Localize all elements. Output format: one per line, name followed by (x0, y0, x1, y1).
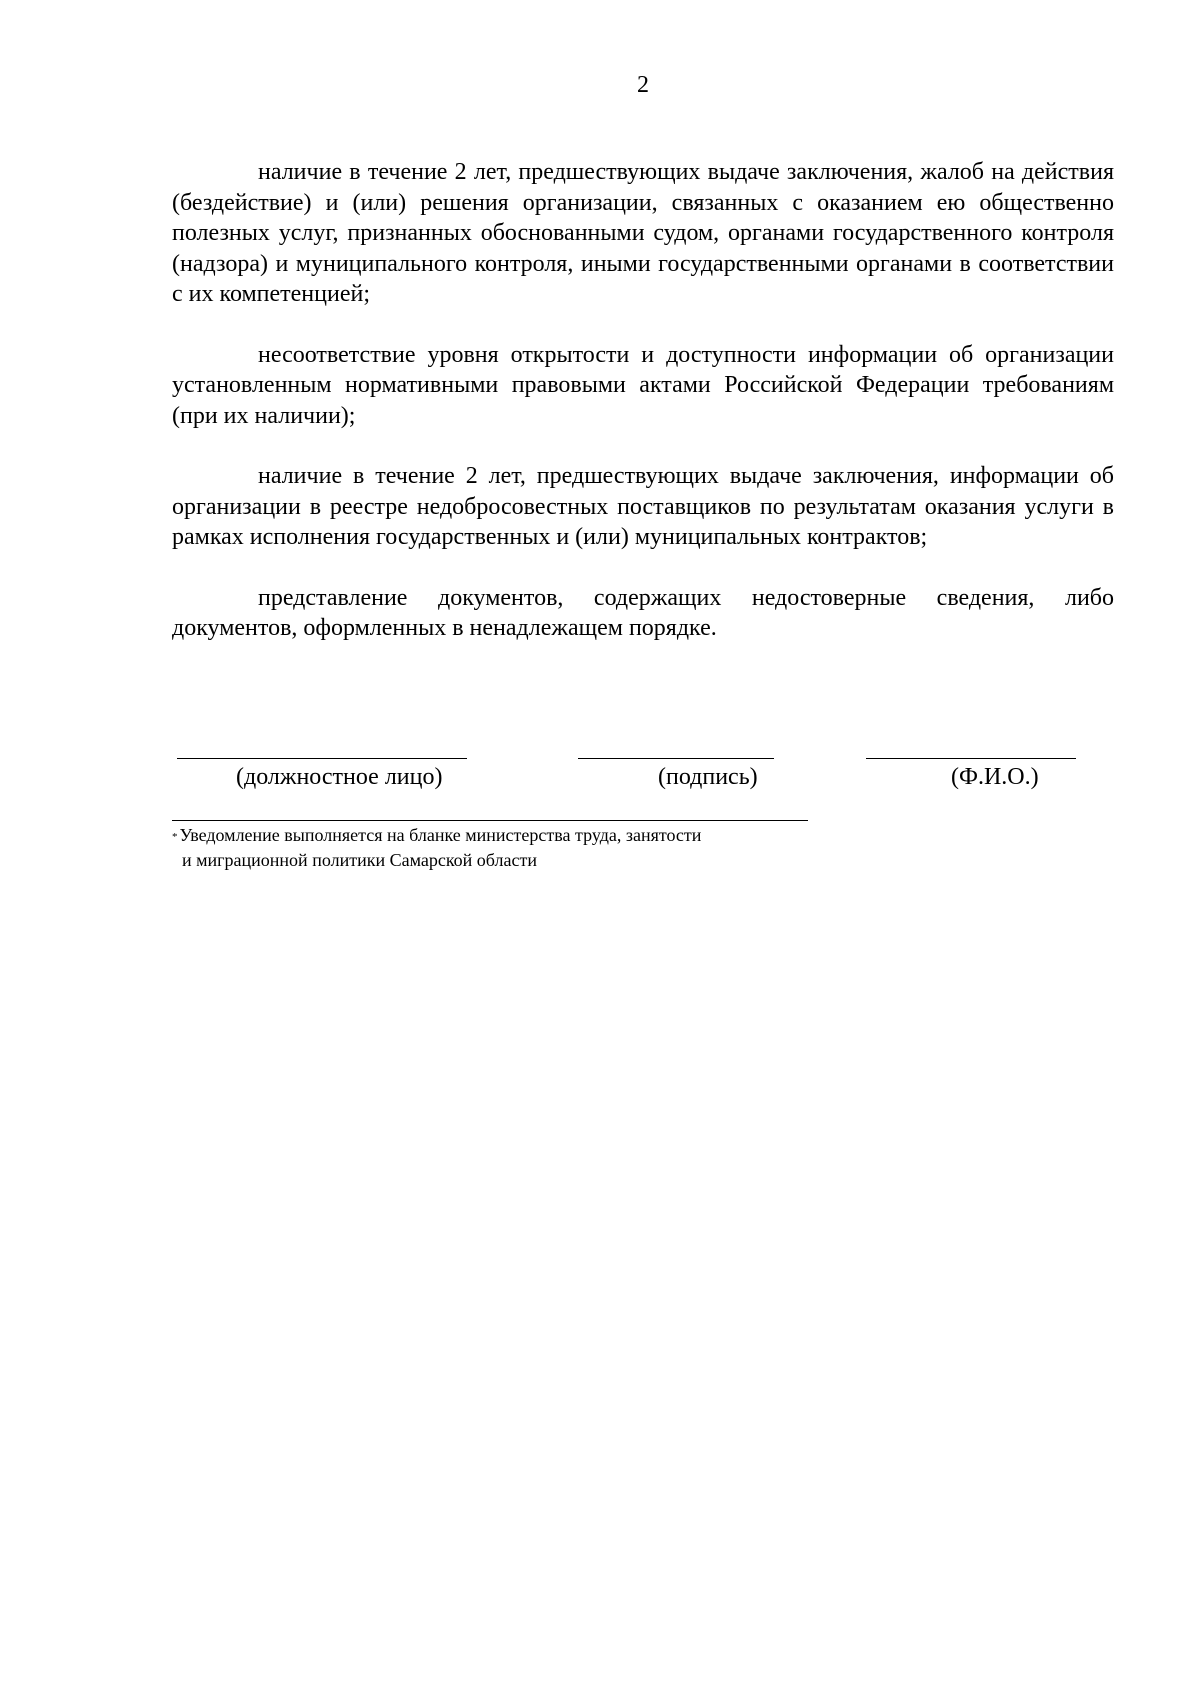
paragraph-false-documents: представление документов, содержащих недостоверные сведения, либо документов, оформленных в ненадлежащем порядке. (172, 584, 1114, 641)
footnote (172, 824, 872, 872)
document-body (172, 157, 1114, 674)
name-signature-line (866, 758, 1076, 759)
signature-block (0, 752, 1200, 802)
name-label: (Ф.И.О.) (951, 764, 1039, 790)
footnote-line-1: Уведомление выполняется на бланке министерства труда, занятости (179, 825, 702, 845)
footnote-line-2: и миграционной политики Самарской области (182, 850, 537, 870)
official-label: (должностное лицо) (236, 764, 443, 790)
footnote-separator (172, 820, 808, 821)
official-signature-line (177, 758, 467, 759)
paragraph-complaints: наличие в течение 2 лет, предшествующих выдаче заключения, жалоб на действия (бездействие) и (или) решения организации, связанных с оказанием ею общественно полезных услуг, признанных обоснованными судом, органами государственного контроля (надзора) и муниципального контроля, иными государственными органами в соответствии с их компетенцией; (172, 159, 1114, 307)
signature-label: (подпись) (658, 764, 758, 790)
paragraph-information-openness: несоответствие уровня открытости и доступности информации об организации установленным нормативными правовыми актами Российской Федерации требованиям (при их наличии); (172, 341, 1114, 429)
paragraph-unfair-suppliers-registry: наличие в течение 2 лет, предшествующих выдаче заключения, информации об организации в реестре недобросовестных поставщиков по результатам оказания услуги в рамках исполнения государственных и (или) муниципальных контрактов; (172, 463, 1114, 550)
page-number: 2 (637, 72, 649, 98)
signature-line (578, 758, 774, 759)
footnote-mark: * (172, 831, 178, 843)
